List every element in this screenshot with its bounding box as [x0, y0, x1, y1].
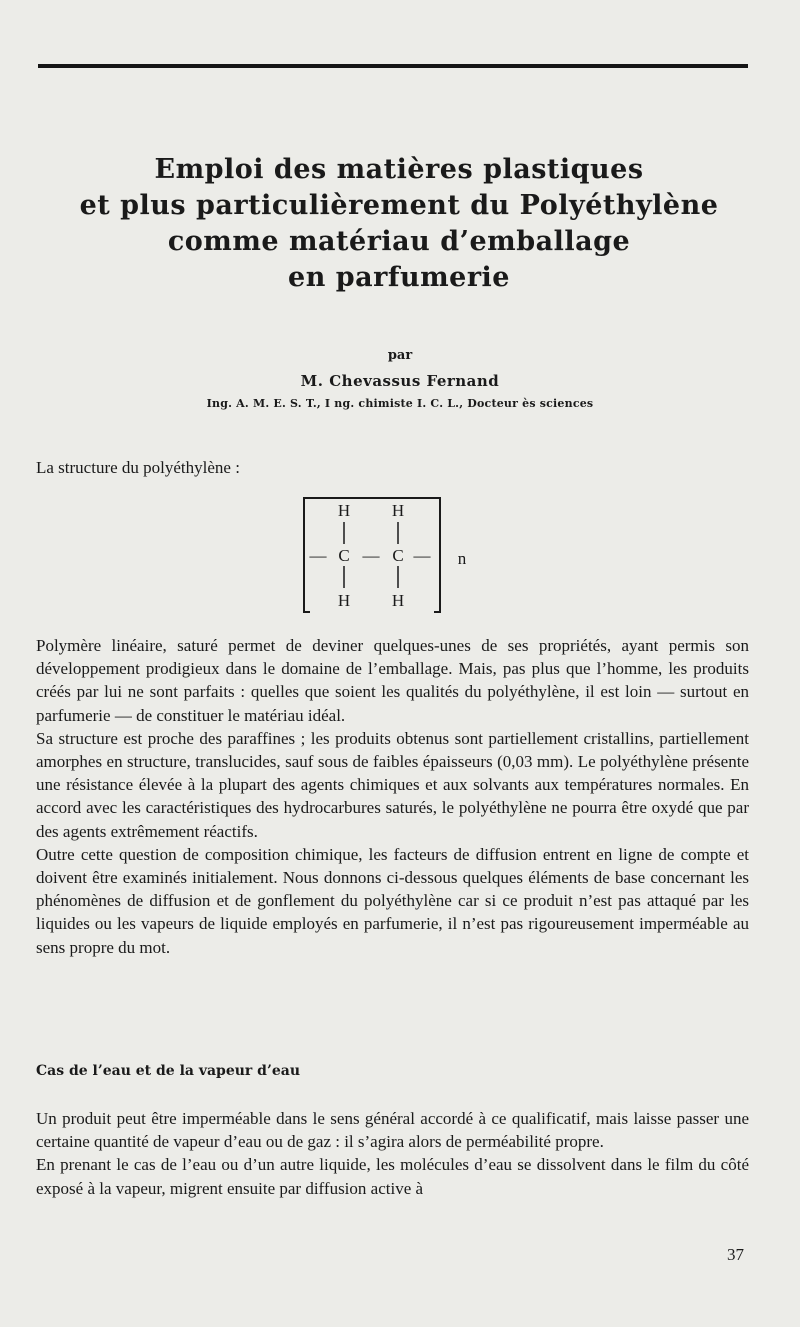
bond-left: — — [309, 546, 327, 565]
bond-right: — — [413, 546, 431, 565]
atom-h-bottom-left: H — [337, 591, 351, 610]
paragraph: Outre cette question de composition chimique, les facteurs de diffusion entrent en ligne de compte et doivent être examinés initialement. Nous donnons ci-dessous quelques éléments de base concernant les phénomènes de diffusion et de gonflement du polyéthylène car si ce produit n’est pas attaqué par les liquides ou les vapeurs de liquide employés en parfumerie, il n’est pas rigoureusement imperméable au sens propre du mot. — [36, 844, 749, 957]
top-rule — [38, 64, 748, 68]
paragraph: En prenant le cas de l’eau ou d’un autre liquide, les molécules d’eau se dissolvent dans le film du côté exposé à la vapeur, migrent ensuite par diffusion active à — [36, 1155, 749, 1198]
page-number: 37 — [727, 1245, 744, 1264]
paragraph: Polymère linéaire, saturé permet de deviner quelques-unes de ses propriétés, ayant permis son développement prodigieux dans le domaine de l’emballage. Mais, pas plus que l’homme, les produits créés par lui ne sont parfaits : quelles que soient les qualités du polyéthylène, il est loin — surtout en parfumerie — de constituer le matériau idéal. — [36, 636, 749, 725]
formula-diagram — [296, 494, 476, 616]
paragraph: Sa structure est proche des paraffines ; les produits obtenus sont partiellement cristallins, partiellement amorphes en structure, translucides, sauf sous de faibles épaisseurs (0,03 mm). Le polyéthylène présente une résistance élevée à la plupart des agents chimiques et aux solvants aux températures normales. En accord avec les caractéristiques des hydrocarbures saturés, le polyéthylène ne pourra être oxydé que par des agents extrêmement réactifs. — [36, 728, 749, 841]
title-line-1: Emploi des matières plastiques — [154, 154, 644, 185]
byline-par: par — [387, 348, 413, 363]
title-line-3: comme matériau d’emballage — [167, 226, 631, 257]
atom-c1: C — [338, 546, 350, 565]
title-line-4: en parfumerie — [288, 262, 510, 293]
body-text-main — [36, 634, 749, 959]
section-heading: Cas de l’eau et de la vapeur d’eau — [36, 1063, 300, 1079]
title-line-2: et plus particulièrement du Polyéthylène — [79, 190, 719, 221]
paragraph: Un produit peut être imperméable dans le sens général accordé à ce qualificatif, mais laisse passer une certaine quantité de vapeur d’eau ou de gaz : il s’agira alors de perméabilité propre. — [36, 1109, 749, 1152]
right-bracket — [434, 498, 440, 612]
atom-h-bottom-right: H — [391, 591, 405, 610]
author-name: M. Chevassus Fernand — [300, 372, 500, 390]
atom-h-top-left: H — [337, 501, 351, 520]
formula-subscript-n: n — [457, 549, 467, 568]
atom-c2: C — [392, 546, 404, 565]
body-text-section — [36, 1107, 749, 1200]
author-credentials: Ing. A. M. E. S. T., I ng. chimiste I. C. L., Docteur ès sciences — [206, 397, 594, 410]
intro-line: La structure du polyéthylène : — [36, 458, 240, 477]
polyethylene-formula — [296, 494, 476, 616]
atom-h-top-right: H — [391, 501, 405, 520]
article-title — [30, 152, 768, 296]
bond-middle: — — [362, 546, 380, 565]
